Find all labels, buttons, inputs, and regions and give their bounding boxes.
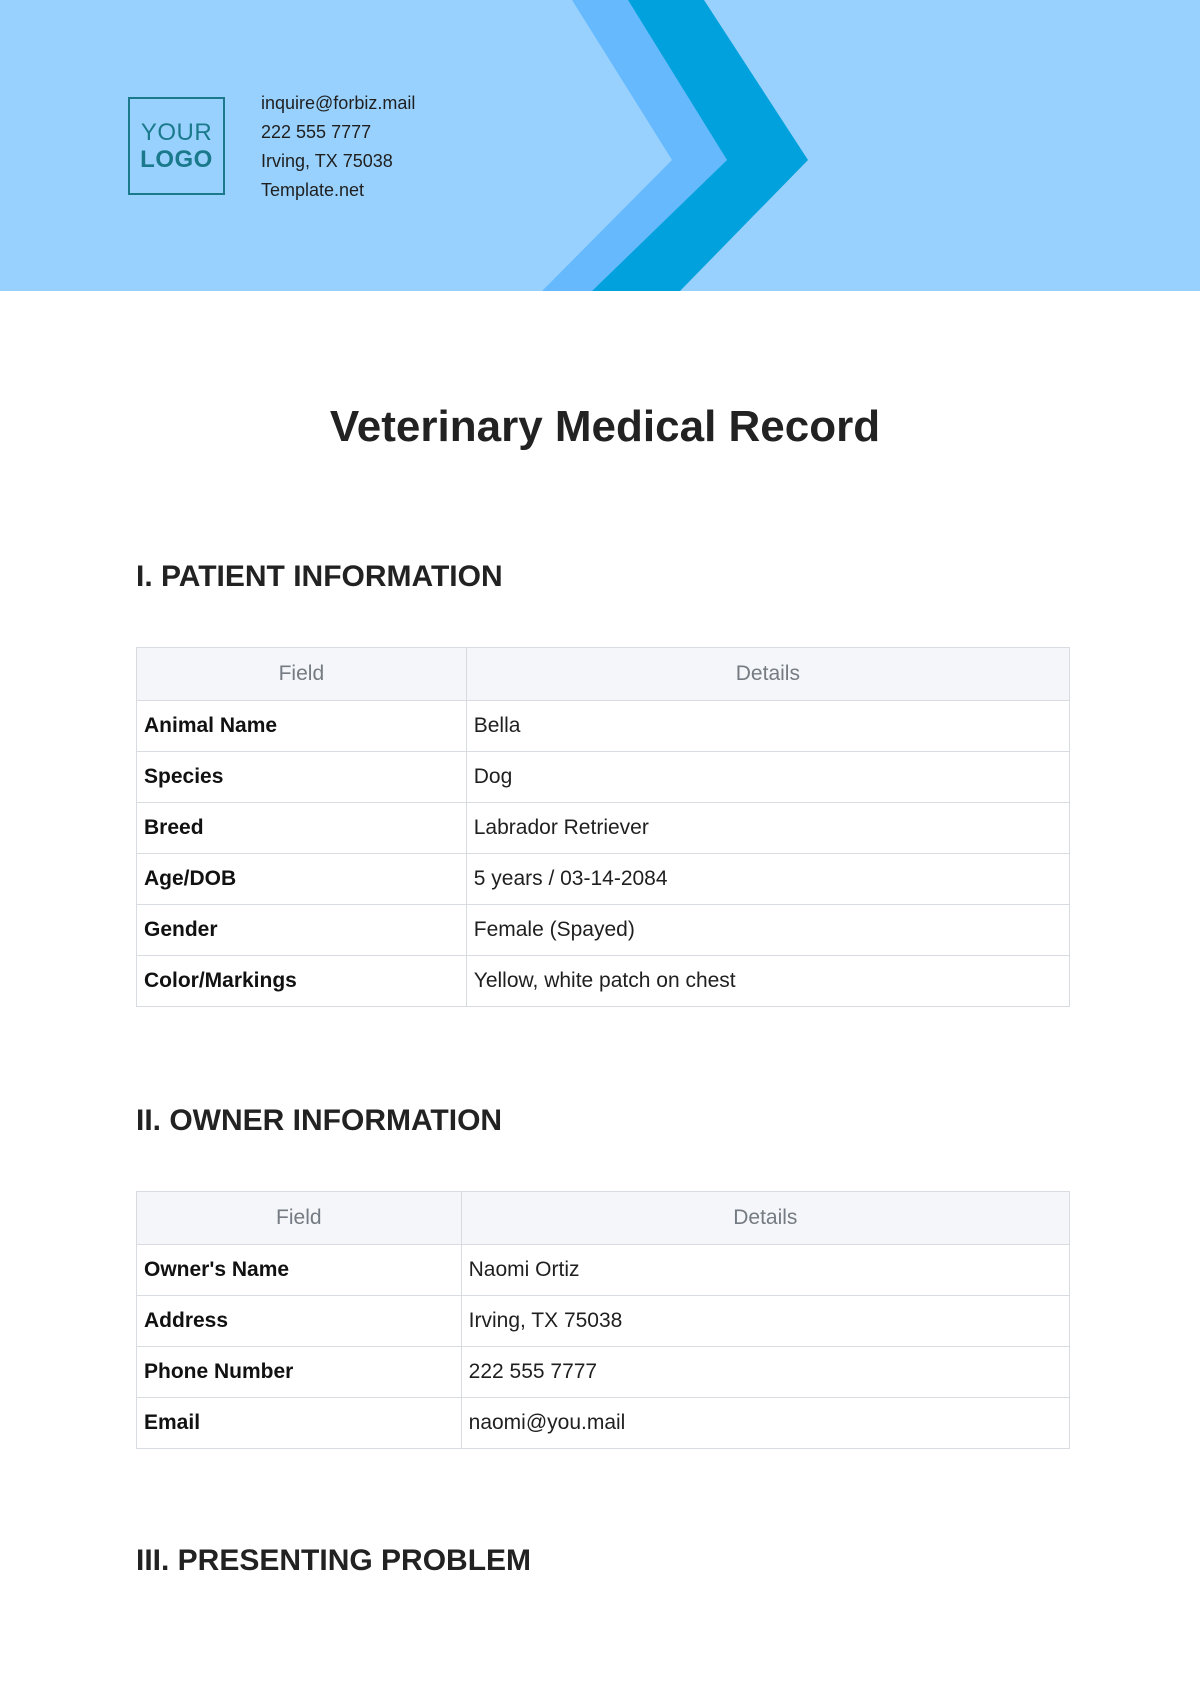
value-species: Dog [466, 752, 1069, 803]
column-header-details: Details [466, 648, 1069, 701]
logo-text-top: YOUR [140, 118, 213, 146]
table-row [137, 1398, 1070, 1449]
contact-email[interactable]: inquire@forbiz.mail [261, 93, 416, 113]
field-breed: Breed [137, 803, 467, 854]
section-title-problem: III. PRESENTING PROBLEM [136, 1544, 532, 1577]
table-header-row [137, 1192, 1070, 1245]
column-header-field: Field [137, 648, 467, 701]
column-header-details: Details [461, 1192, 1069, 1245]
column-header-field: Field [137, 1192, 462, 1245]
value-color-markings: Yellow, white patch on chest [466, 956, 1069, 1007]
contact-phone: 222 555 7777 [261, 122, 372, 142]
table-row [137, 854, 1070, 905]
contact-website[interactable]: Template.net [261, 180, 365, 200]
table-header-row [137, 648, 1070, 701]
table-row [137, 1347, 1070, 1398]
value-gender: Female (Spayed) [466, 905, 1069, 956]
table-row [137, 1245, 1070, 1296]
header-band [0, 0, 1200, 291]
field-species: Species [137, 752, 467, 803]
field-gender: Gender [137, 905, 467, 956]
value-email[interactable]: naomi@you.mail [461, 1398, 1069, 1449]
contact-address: Irving, TX 75038 [261, 151, 393, 171]
table-row [137, 803, 1070, 854]
value-animal-name: Bella [466, 701, 1069, 752]
owner-info-table [136, 1191, 1070, 1449]
document-title: Veterinary Medical Record [329, 402, 881, 451]
logo-text-bottom: LOGO [140, 145, 213, 173]
field-address: Address [137, 1296, 462, 1347]
table-row [137, 905, 1070, 956]
value-owner-name: Naomi Ortiz [461, 1245, 1069, 1296]
value-age-dob: 5 years / 03-14-2084 [466, 854, 1069, 905]
field-email: Email [137, 1398, 462, 1449]
value-breed: Labrador Retriever [466, 803, 1069, 854]
section-title-owner: II. OWNER INFORMATION [136, 1104, 503, 1137]
table-row [137, 701, 1070, 752]
company-logo [128, 97, 225, 195]
section-title-patient: I. PATIENT INFORMATION [136, 560, 503, 593]
field-color-markings: Color/Markings [137, 956, 467, 1007]
field-owner-name: Owner's Name [137, 1245, 462, 1296]
table-row [137, 956, 1070, 1007]
table-row [137, 752, 1070, 803]
field-age-dob: Age/DOB [137, 854, 467, 905]
field-phone-number: Phone Number [137, 1347, 462, 1398]
value-phone-number: 222 555 7777 [461, 1347, 1069, 1398]
contact-block [261, 89, 415, 205]
table-row [137, 1296, 1070, 1347]
patient-info-table [136, 647, 1070, 1007]
field-animal-name: Animal Name [137, 701, 467, 752]
value-address: Irving, TX 75038 [461, 1296, 1069, 1347]
